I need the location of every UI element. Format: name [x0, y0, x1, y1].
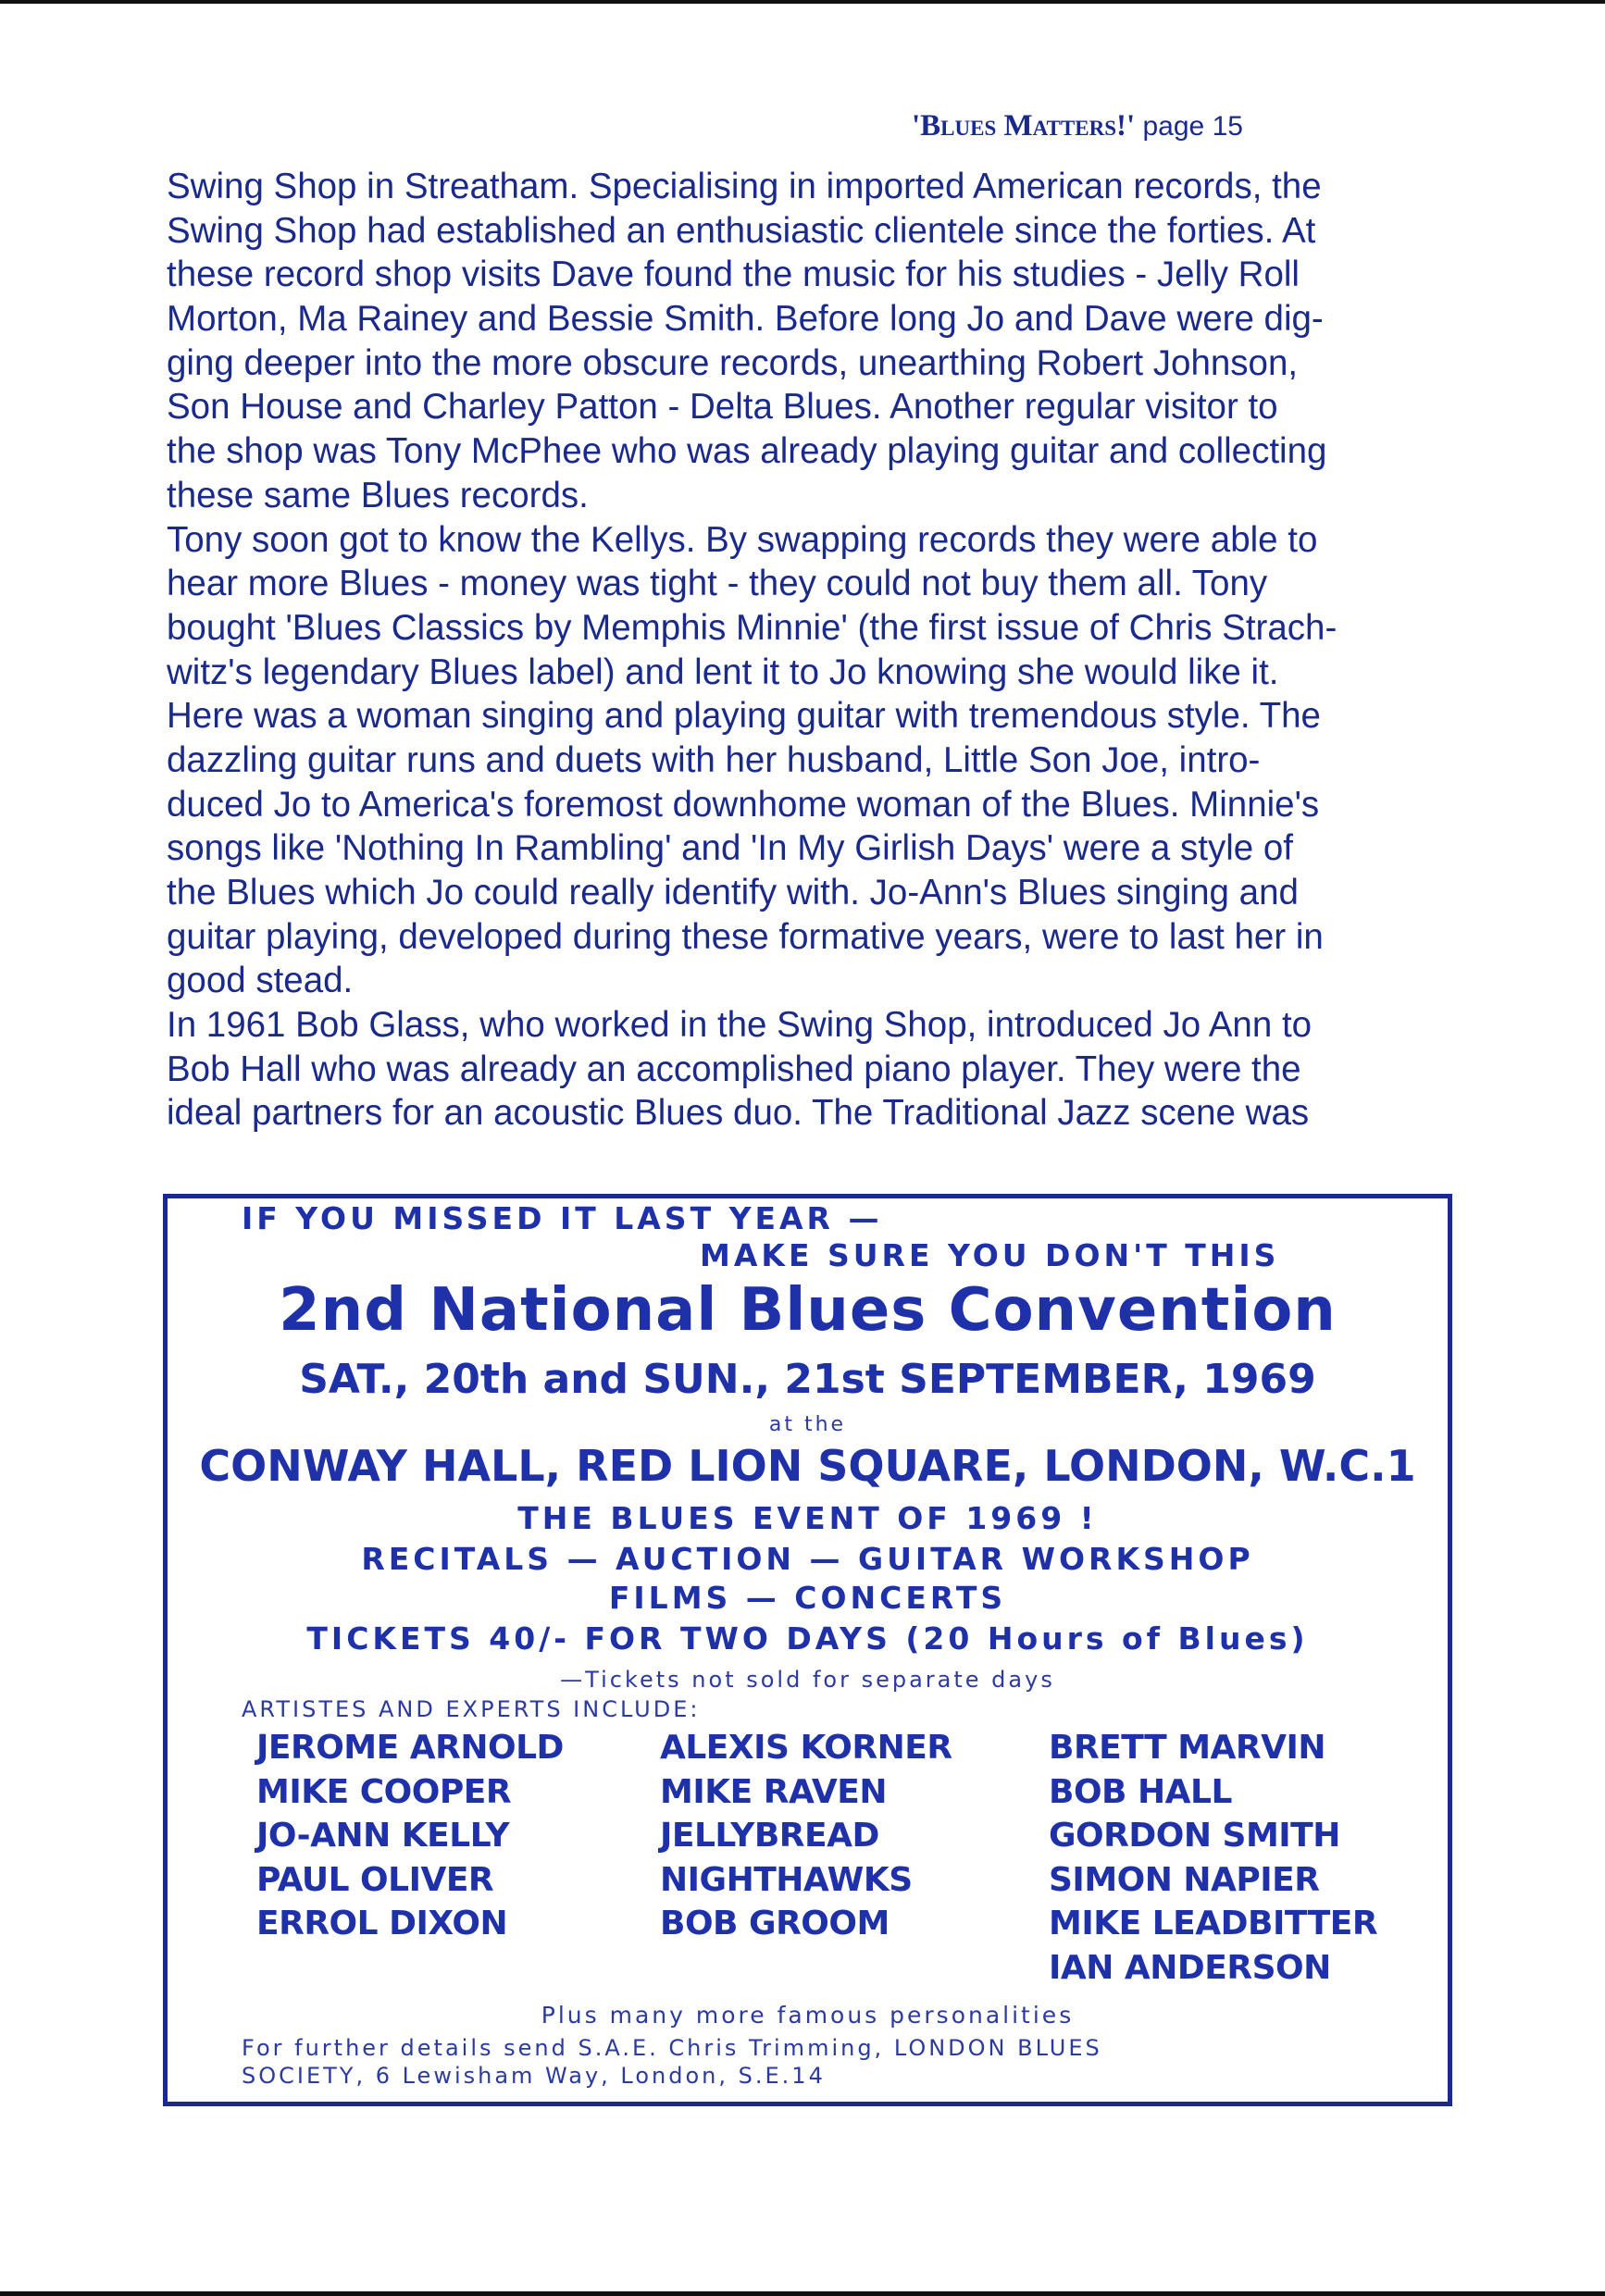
ad-program-line2: FILMS — CONCERTS: [608, 1580, 1007, 1616]
scan-edge-bottom: [0, 2291, 1605, 2296]
article-line: Swing Shop had established an enthusiastic clientele since the forties. At: [167, 210, 1316, 251]
artists-column-3: [1049, 1726, 1377, 1990]
ad-teaser-line1: IF YOU MISSED IT LAST YEAR —: [242, 1200, 883, 1236]
article-line: the Blues which Jo could really identify with. Jo-Ann's Blues singing and: [167, 873, 1299, 912]
ad-venue: CONWAY HALL, RED LION SQUARE, LONDON, W.C.1: [199, 1441, 1416, 1491]
article-line: Here was a woman singing and playing guitar with tremendous style. The: [167, 696, 1321, 737]
ad-teaser-line2: MAKE SURE YOU DON'T THIS: [700, 1237, 1280, 1273]
article-line: good stead.: [167, 961, 354, 1001]
article-line: Swing Shop in Streatham. Specialising in imported American records, the: [167, 167, 1322, 206]
artist-name: JEROME ARNOLD: [256, 1729, 564, 1767]
artist-name: JO-ANN KELLY: [256, 1817, 510, 1855]
article-line: songs like 'Nothing In Rambling' and 'In My Girlish Days' were a style of: [167, 828, 1293, 869]
artist-name: ALEXIS KORNER: [660, 1729, 952, 1767]
artists-column-2: [660, 1726, 952, 1946]
publication-name: 'Blues Matters!': [912, 109, 1136, 143]
ad-more-personalities: Plus many more famous personalities: [541, 2002, 1075, 2029]
artist-name: GORDON SMITH: [1049, 1817, 1340, 1855]
ad-artists-heading: ARTISTES AND EXPERTS INCLUDE:: [242, 1696, 701, 1722]
article-line: these record shop visits Dave found the music for his studies - Jelly Roll: [167, 254, 1300, 295]
article-line: Morton, Ma Rainey and Bessie Smith. Before long Jo and Dave were dig-: [167, 299, 1324, 340]
artist-name: JELLYBREAD: [660, 1817, 879, 1855]
scan-edge-top: [0, 0, 1605, 4]
article-line: guitar playing, developed during these formative years, were to last her in: [167, 916, 1324, 957]
article-body: [167, 165, 1439, 1136]
article-line: bought 'Blues Classics by Memphis Minnie' (the first issue of Chris Strach-: [167, 607, 1338, 648]
article-line: these same Blues records.: [167, 475, 589, 515]
artist-name: BOB HALL: [1049, 1772, 1232, 1811]
artist-name: IAN ANDERSON: [1049, 1948, 1331, 1987]
artist-name: MIKE LEADBITTER: [1049, 1905, 1378, 1942]
page-number: page 15: [1142, 111, 1243, 142]
artist-name: SIMON NAPIER: [1049, 1860, 1320, 1899]
article-line: dazzling guitar runs and duets with her husband, Little Son Joe, intro-: [167, 739, 1261, 780]
artist-name: BOB GROOM: [660, 1905, 890, 1942]
article-line: the shop was Tony McPhee who was already playing guitar and collecting: [167, 431, 1327, 472]
article-line: Tony soon got to know the Kellys. By swapping records they were able to: [167, 519, 1318, 560]
ad-event-line: THE BLUES EVENT OF 1969 !: [517, 1500, 1098, 1536]
article-line: ideal partners for an acoustic Blues duo. The Traditional Jazz scene was: [167, 1093, 1310, 1134]
article-line: hear more Blues - money was tight - they could not buy them all. Tony: [167, 564, 1268, 604]
ad-program-line1: RECITALS — AUCTION — GUITAR WORKSHOP: [361, 1541, 1254, 1577]
article-line: ging deeper into the more obscure records, unearthing Robert Johnson,: [167, 342, 1299, 383]
artist-name: MIKE RAVEN: [660, 1772, 887, 1811]
convention-advert: [163, 1194, 1452, 2106]
artists-column-1: [256, 1726, 564, 1946]
artist-name: PAUL OLIVER: [256, 1860, 494, 1899]
running-head: [912, 109, 1375, 143]
artist-name: MIKE COOPER: [256, 1772, 512, 1811]
ad-dates: SAT., 20th and SUN., 21st SEPTEMBER, 1969: [299, 1356, 1316, 1403]
ad-details-line2: SOCIETY, 6 Lewisham Way, London, S.E.14: [242, 2063, 826, 2089]
article-line: witz's legendary Blues label) and lent it to Jo knowing she would like it.: [167, 652, 1279, 692]
article-line: Bob Hall who was already an accomplished piano player. They were the: [167, 1049, 1301, 1089]
article-line: duced Jo to America's foremost downhome woman of the Blues. Minnie's: [167, 784, 1320, 825]
artist-name: NIGHTHAWKS: [660, 1860, 913, 1899]
ad-details-line1: For further details send S.A.E. Chris Trimming, LONDON BLUES: [242, 2035, 1102, 2061]
ad-at-the: at the: [768, 1413, 847, 1436]
ad-tickets: TICKETS 40/- FOR TWO DAYS (20 Hours of Blues): [306, 1620, 1309, 1657]
artist-name: BRETT MARVIN: [1049, 1729, 1326, 1767]
ad-tickets-note: —Tickets not sold for separate days: [560, 1667, 1055, 1693]
artist-name: ERROL DIXON: [256, 1905, 508, 1942]
ad-title: 2nd National Blues Convention: [279, 1276, 1337, 1345]
article-line: In 1961 Bob Glass, who worked in the Swing Shop, introduced Jo Ann to: [167, 1005, 1313, 1046]
article-line: Son House and Charley Patton - Delta Blues. Another regular visitor to: [167, 387, 1278, 428]
